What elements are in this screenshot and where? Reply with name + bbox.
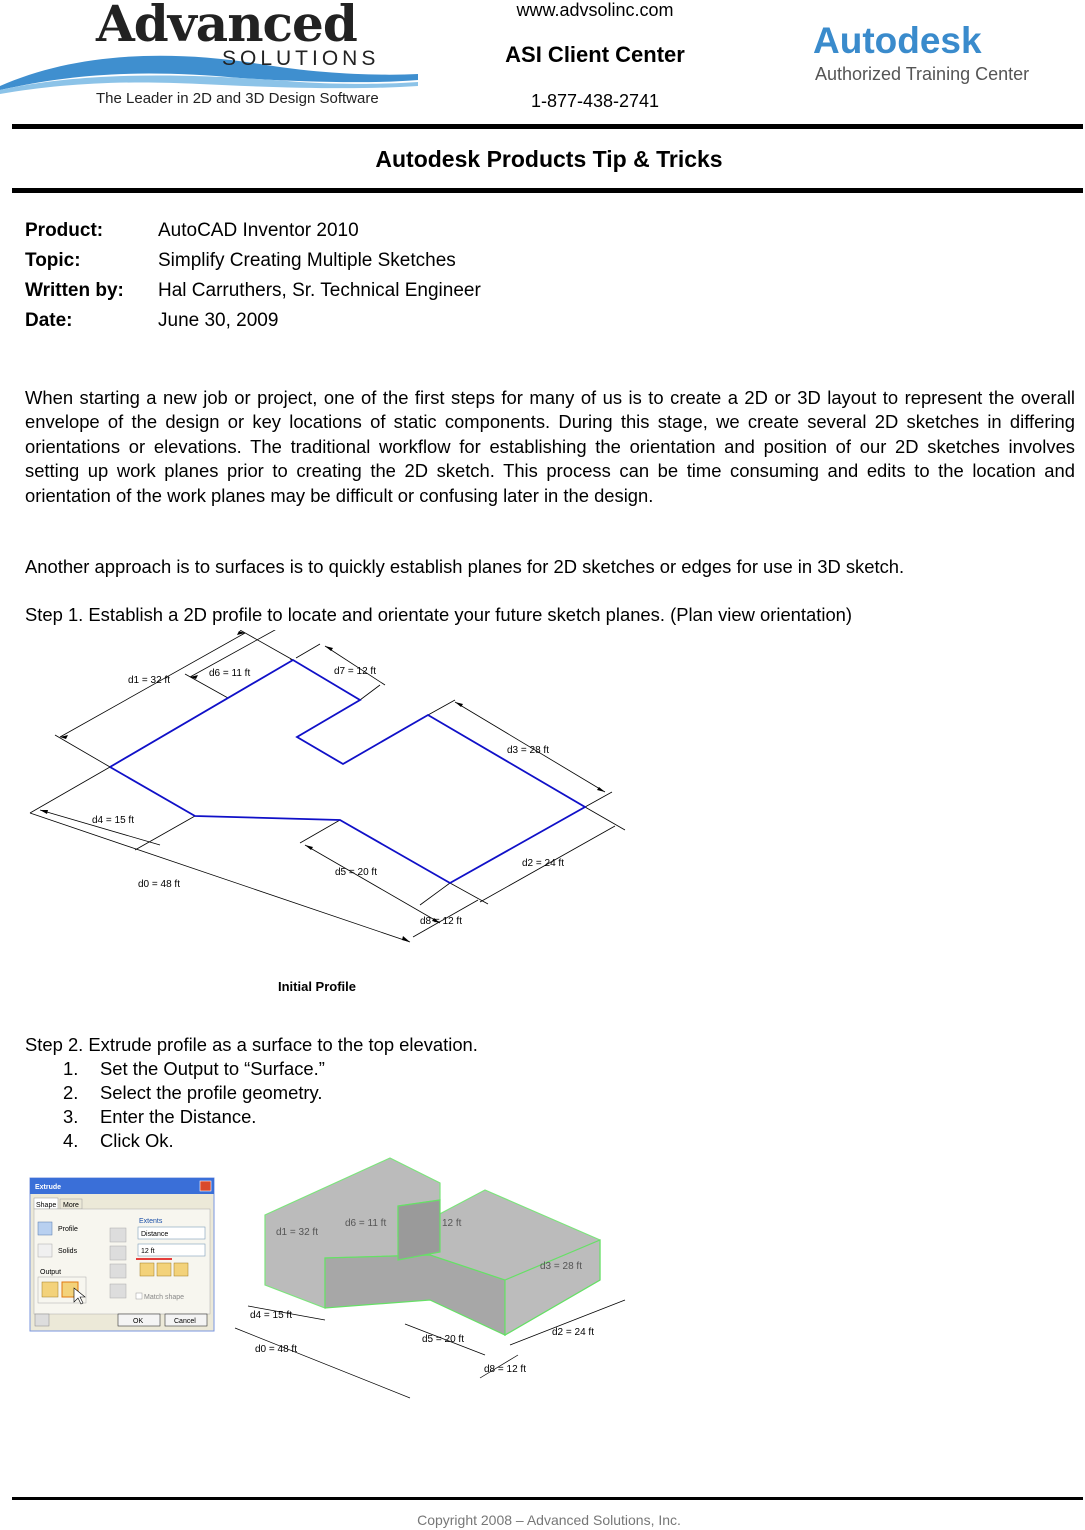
website: www.advsolinc.com [516, 0, 674, 20]
dim-d7: d7 = 12 ft [334, 666, 376, 677]
dim-d3: d3 = 28 ft [507, 745, 549, 756]
doc-title: Autodesk Products Tip & Tricks [375, 146, 723, 172]
fig2-dim-d3: d3 = 28 ft [540, 1261, 582, 1272]
meta-label-date: Date: [25, 310, 73, 331]
dim-d4: d4 = 15 ft [92, 815, 134, 826]
match-shape-label: Match shape [144, 1294, 185, 1301]
solids-label: Solids [58, 1248, 78, 1255]
extents-value: Distance [141, 1231, 169, 1238]
dialog-close-button[interactable] [200, 1181, 211, 1191]
initial-profile-figure [0, 630, 640, 1000]
step-2-item-3-num: 3. [63, 1106, 79, 1127]
match-shape-checkbox[interactable] [136, 1293, 142, 1299]
extruded-surface [265, 1158, 600, 1335]
profile-button[interactable] [38, 1222, 52, 1235]
fig2-dim-d6: d6 = 11 ft [345, 1218, 387, 1229]
output-label: Output [40, 1269, 62, 1276]
meta-label-topic: Topic: [25, 250, 81, 271]
autodesk-logo [813, 20, 1063, 90]
fig2-dim-d1: d1 = 32 ft [276, 1227, 318, 1238]
step-2-item-2-text: Select the profile geometry. [100, 1082, 323, 1103]
header-rule [12, 124, 1083, 129]
advanced-solutions-logo [0, 0, 420, 112]
profile-outline [110, 660, 585, 883]
autodesk-brand: Autodesk [813, 20, 982, 61]
fig2-dim-d8: d8 = 12 ft [484, 1364, 526, 1375]
ok-label: OK [133, 1318, 144, 1325]
output-solid-button[interactable] [42, 1282, 58, 1297]
direction-3-button[interactable] [174, 1263, 188, 1276]
step-2-item-3-text: Enter the Distance. [100, 1106, 257, 1127]
fig2-dim-d7: 12 ft [442, 1218, 462, 1229]
dim-d2: d2 = 24 ft [522, 858, 564, 869]
footer-rule [12, 1497, 1083, 1500]
dim-d1: d1 = 32 ft [128, 675, 170, 686]
autodesk-sub: Authorized Training Center [815, 64, 1030, 84]
copyright: Copyright 2008 – Advanced Solutions, Inc. [417, 1512, 681, 1528]
tab-more-label: More [63, 1202, 79, 1209]
logo-brand: Advanced [96, 0, 357, 53]
fig2-dim-d2: d2 = 24 ft [552, 1327, 594, 1338]
second-paragraph: Another approach is to surfaces is to quickly establish planes for 2D sketches or edges for use in 3D sketch. [25, 556, 905, 577]
client-center-title: ASI Client Center [505, 42, 685, 67]
dim-d8: d8 = 12 ft [420, 916, 462, 927]
solids-button[interactable] [38, 1244, 52, 1257]
step-2-item-1-num: 1. [63, 1058, 79, 1079]
profile-label: Profile [58, 1226, 78, 1233]
fig2-dim-d4: d4 = 15 ft [250, 1310, 292, 1321]
dim-d6: d6 = 11 ft [209, 668, 251, 679]
step-2-item-4-num: 4. [63, 1130, 79, 1151]
extrude-dialog [30, 1178, 214, 1331]
title-rule [12, 188, 1083, 193]
step-1-text: Step 1. Establish a 2D profile to locate and orientate your future sketch planes. (Plan view orientation) [25, 604, 853, 625]
step-2-item-4-text: Click Ok. [100, 1130, 174, 1151]
help-button[interactable] [35, 1314, 49, 1326]
dim-d5: d5 = 20 ft [335, 867, 377, 878]
distance-value: 12 ft [141, 1248, 155, 1255]
fig2-dim-d5: d5 = 20 ft [422, 1334, 464, 1345]
logo-sub: SOLUTIONS [222, 47, 380, 70]
step-2-item-1-text: Set the Output to “Surface.” [100, 1058, 325, 1079]
meta-value-date: June 30, 2009 [158, 310, 279, 331]
meta-label-author: Written by: [25, 280, 124, 301]
phone-number: 1-877-438-2741 [530, 91, 660, 111]
intro-paragraph: When starting a new job or project, one of the first steps for many of us is to create a 2D or 3D layout to represent the overall envelope of the design or key locations of static components. During this stage, we create several 2D sketches in differing orientations or elevations. The traditional workflow for establishing the orientation and position of our 2D sketches involves setting up work planes prior to creating the 2D sketch. This process can be time consuming and edits to the location and orientation of the work planes may be difficult or confusing later in the design. [25, 387, 1075, 506]
cancel-label: Cancel [174, 1318, 196, 1325]
logo-tagline: The Leader in 2D and 3D Design Software [96, 90, 379, 107]
meta-value-topic: Simplify Creating Multiple Sketches [158, 250, 456, 271]
extrude-figure [0, 1150, 640, 1400]
step-2-item-2-num: 2. [63, 1082, 79, 1103]
direction-1-button[interactable] [140, 1263, 154, 1276]
meta-value-author: Hal Carruthers, Sr. Technical Engineer [158, 280, 481, 301]
dim-d0: d0 = 48 ft [138, 879, 180, 890]
figure-caption: Initial Profile [278, 979, 357, 994]
extents-label: Extents [139, 1218, 163, 1225]
tab-shape-label: Shape [36, 1202, 57, 1209]
direction-2-button[interactable] [157, 1263, 171, 1276]
meta-label-product: Product: [25, 220, 104, 241]
fig2-dim-d0: d0 = 48 ft [255, 1344, 297, 1355]
dialog-title: Extrude [35, 1184, 62, 1191]
meta-value-product: AutoCAD Inventor 2010 [158, 220, 359, 241]
step-2-text: Step 2. Extrude profile as a surface to the top elevation. [25, 1034, 478, 1055]
